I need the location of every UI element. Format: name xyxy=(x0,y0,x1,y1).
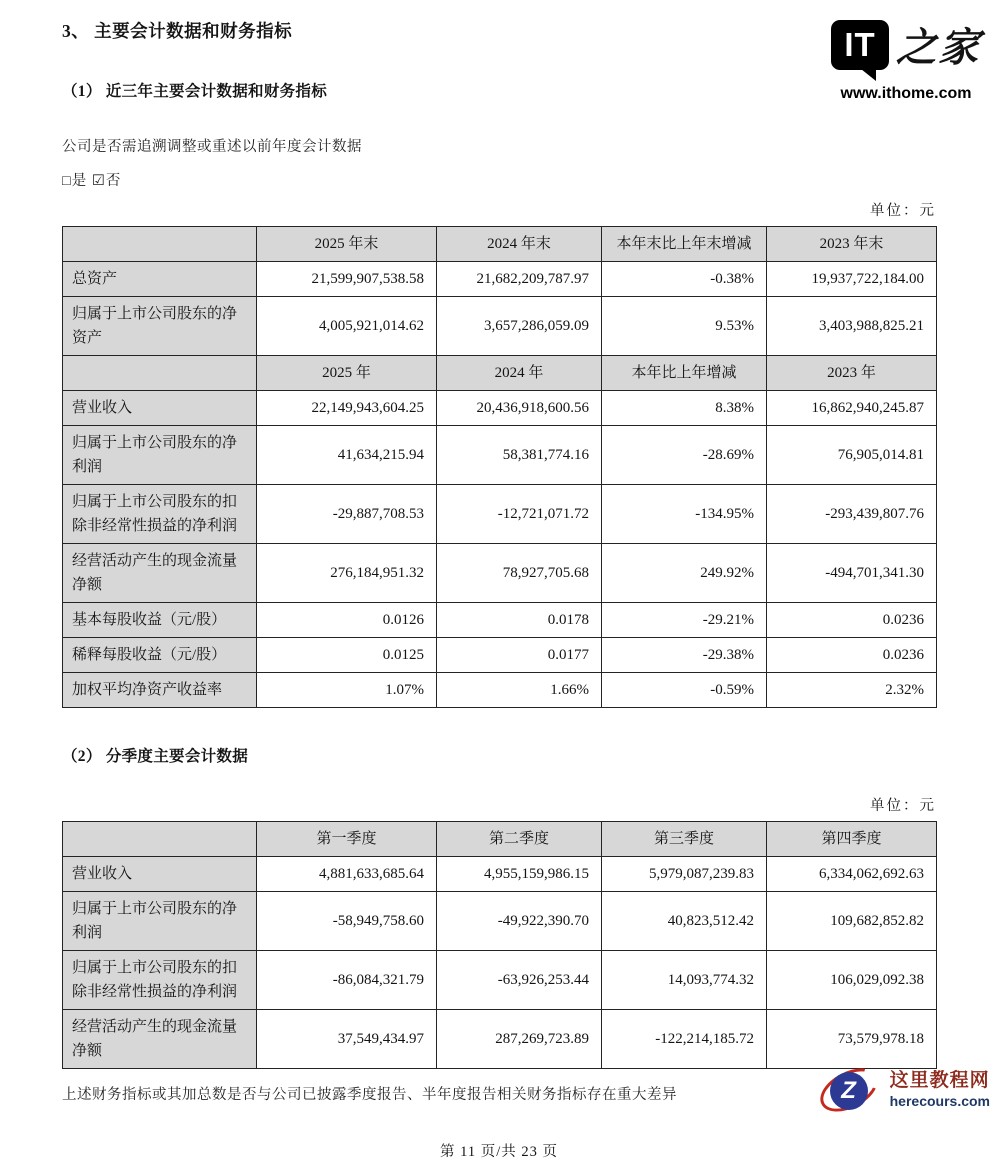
value-cell: 2.32% xyxy=(767,673,937,708)
value-cell: -49,922,390.70 xyxy=(437,892,602,951)
value-cell: 4,881,633,685.64 xyxy=(257,857,437,892)
value-cell: 0.0178 xyxy=(437,603,602,638)
column-header: 第一季度 xyxy=(257,822,437,857)
row-label: 营业收入 xyxy=(63,857,257,892)
section-title: 3、 主要会计数据和财务指标 xyxy=(62,21,293,41)
value-cell: 40,823,512.42 xyxy=(602,892,767,951)
herecours-z-icon xyxy=(818,1062,880,1118)
value-cell: 106,029,092.38 xyxy=(767,951,937,1010)
value-cell: 0.0236 xyxy=(767,603,937,638)
column-header: 第三季度 xyxy=(602,822,767,857)
column-header: 本年比上年增减 xyxy=(602,356,767,391)
column-header: 2023 年末 xyxy=(767,227,937,262)
value-cell: -122,214,185.72 xyxy=(602,1010,767,1069)
row-label: 总资产 xyxy=(63,262,257,297)
footer-note: 上述财务指标或其加总数是否与公司已披露季度报告、半年度报告相关财务指标存在重大差异 xyxy=(62,1087,677,1103)
table-row xyxy=(63,822,937,857)
ithome-bubble-text: IT xyxy=(844,25,876,63)
table-row xyxy=(63,227,937,262)
annual-data-table xyxy=(62,226,937,708)
value-cell: 4,005,921,014.62 xyxy=(257,297,437,356)
page-number: 第 11 页/共 23 页 xyxy=(440,1144,558,1160)
column-header: 2024 年末 xyxy=(437,227,602,262)
table-row xyxy=(63,297,937,356)
table-row xyxy=(63,426,937,485)
row-label: 加权平均净资产收益率 xyxy=(63,673,257,708)
table-row xyxy=(63,603,937,638)
table-row xyxy=(63,951,937,1010)
table-row xyxy=(63,1010,937,1069)
herecours-name: 这里教程网 xyxy=(889,1070,990,1092)
column-header: 第二季度 xyxy=(437,822,602,857)
value-cell: 41,634,215.94 xyxy=(257,426,437,485)
ithome-logo xyxy=(830,16,982,103)
herecours-letter: Z xyxy=(841,1077,856,1104)
value-cell: 37,549,434.97 xyxy=(257,1010,437,1069)
value-cell: 19,937,722,184.00 xyxy=(767,262,937,297)
value-cell: 4,955,159,986.15 xyxy=(437,857,602,892)
column-header: 2025 年 xyxy=(257,356,437,391)
quarterly-data-table xyxy=(62,821,937,1069)
value-cell: -29.21% xyxy=(602,603,767,638)
value-cell: 249.92% xyxy=(602,544,767,603)
value-cell: -28.69% xyxy=(602,426,767,485)
checkbox-yes: □是 xyxy=(62,173,88,189)
table-row xyxy=(63,262,937,297)
value-cell: 0.0177 xyxy=(437,638,602,673)
value-cell: 76,905,014.81 xyxy=(767,426,937,485)
corner-cell xyxy=(63,227,257,262)
value-cell: 0.0125 xyxy=(257,638,437,673)
value-cell: 9.53% xyxy=(602,297,767,356)
value-cell: -29.38% xyxy=(602,638,767,673)
table-row xyxy=(63,673,937,708)
column-header: 2025 年末 xyxy=(257,227,437,262)
value-cell: -86,084,321.79 xyxy=(257,951,437,1010)
value-cell: -12,721,071.72 xyxy=(437,485,602,544)
corner-cell xyxy=(63,822,257,857)
row-label: 经营活动产生的现金流量净额 xyxy=(63,544,257,603)
unit-label-quarterly: 单位：元 xyxy=(870,798,936,814)
unit-label-annual: 单位：元 xyxy=(870,203,936,219)
value-cell: -293,439,807.76 xyxy=(767,485,937,544)
value-cell: -134.95% xyxy=(602,485,767,544)
row-label: 营业收入 xyxy=(63,391,257,426)
value-cell: 58,381,774.16 xyxy=(437,426,602,485)
value-cell: 21,682,209,787.97 xyxy=(437,262,602,297)
value-cell: 0.0126 xyxy=(257,603,437,638)
row-label: 稀释每股收益（元/股） xyxy=(63,638,257,673)
table-row xyxy=(63,892,937,951)
row-label: 归属于上市公司股东的净利润 xyxy=(63,426,257,485)
table-row xyxy=(63,544,937,603)
value-cell: 287,269,723.89 xyxy=(437,1010,602,1069)
value-cell: 21,599,907,538.58 xyxy=(257,262,437,297)
subsection-2-title: （2） 分季度主要会计数据 xyxy=(62,748,249,765)
restate-answer xyxy=(62,169,936,190)
value-cell: -63,926,253.44 xyxy=(437,951,602,1010)
checkbox-no: ☑否 xyxy=(91,173,122,189)
restate-question: 公司是否需追溯调整或重述以前年度会计数据 xyxy=(62,139,362,155)
row-label: 归属于上市公司股东的净资产 xyxy=(63,297,257,356)
value-cell: 22,149,943,604.25 xyxy=(257,391,437,426)
value-cell: 8.38% xyxy=(602,391,767,426)
subsection-1-title: （1） 近三年主要会计数据和财务指标 xyxy=(62,83,328,100)
table-row xyxy=(63,485,937,544)
table-row xyxy=(63,391,937,426)
table-row xyxy=(63,857,937,892)
value-cell: 14,093,774.32 xyxy=(602,951,767,1010)
value-cell: 3,657,286,059.09 xyxy=(437,297,602,356)
value-cell: 5,979,087,239.83 xyxy=(602,857,767,892)
value-cell: 78,927,705.68 xyxy=(437,544,602,603)
value-cell: 3,403,988,825.21 xyxy=(767,297,937,356)
herecours-logo xyxy=(818,1062,990,1118)
ithome-speech-bubble-icon xyxy=(831,20,889,70)
ithome-brand-text: 之家 xyxy=(895,25,983,70)
row-label: 归属于上市公司股东的扣除非经常性损益的净利润 xyxy=(63,951,257,1010)
value-cell: -494,701,341.30 xyxy=(767,544,937,603)
value-cell: 6,334,062,692.63 xyxy=(767,857,937,892)
value-cell: -0.38% xyxy=(602,262,767,297)
value-cell: 1.66% xyxy=(437,673,602,708)
ithome-url: www.ithome.com xyxy=(840,85,972,102)
value-cell: 109,682,852.82 xyxy=(767,892,937,951)
row-label: 归属于上市公司股东的净利润 xyxy=(63,892,257,951)
table-row xyxy=(63,356,937,391)
value-cell: 0.0236 xyxy=(767,638,937,673)
value-cell: 73,579,978.18 xyxy=(767,1010,937,1069)
value-cell: -58,949,758.60 xyxy=(257,892,437,951)
value-cell: 16,862,940,245.87 xyxy=(767,391,937,426)
value-cell: -29,887,708.53 xyxy=(257,485,437,544)
row-label: 经营活动产生的现金流量净额 xyxy=(63,1010,257,1069)
value-cell: -0.59% xyxy=(602,673,767,708)
value-cell: 276,184,951.32 xyxy=(257,544,437,603)
column-header: 2023 年 xyxy=(767,356,937,391)
corner-cell xyxy=(63,356,257,391)
row-label: 基本每股收益（元/股） xyxy=(63,603,257,638)
column-header: 2024 年 xyxy=(437,356,602,391)
value-cell: 1.07% xyxy=(257,673,437,708)
column-header: 本年末比上年末增减 xyxy=(602,227,767,262)
herecours-url: herecours.com xyxy=(889,1093,990,1110)
column-header: 第四季度 xyxy=(767,822,937,857)
table-row xyxy=(63,638,937,673)
value-cell: 20,436,918,600.56 xyxy=(437,391,602,426)
row-label: 归属于上市公司股东的扣除非经常性损益的净利润 xyxy=(63,485,257,544)
